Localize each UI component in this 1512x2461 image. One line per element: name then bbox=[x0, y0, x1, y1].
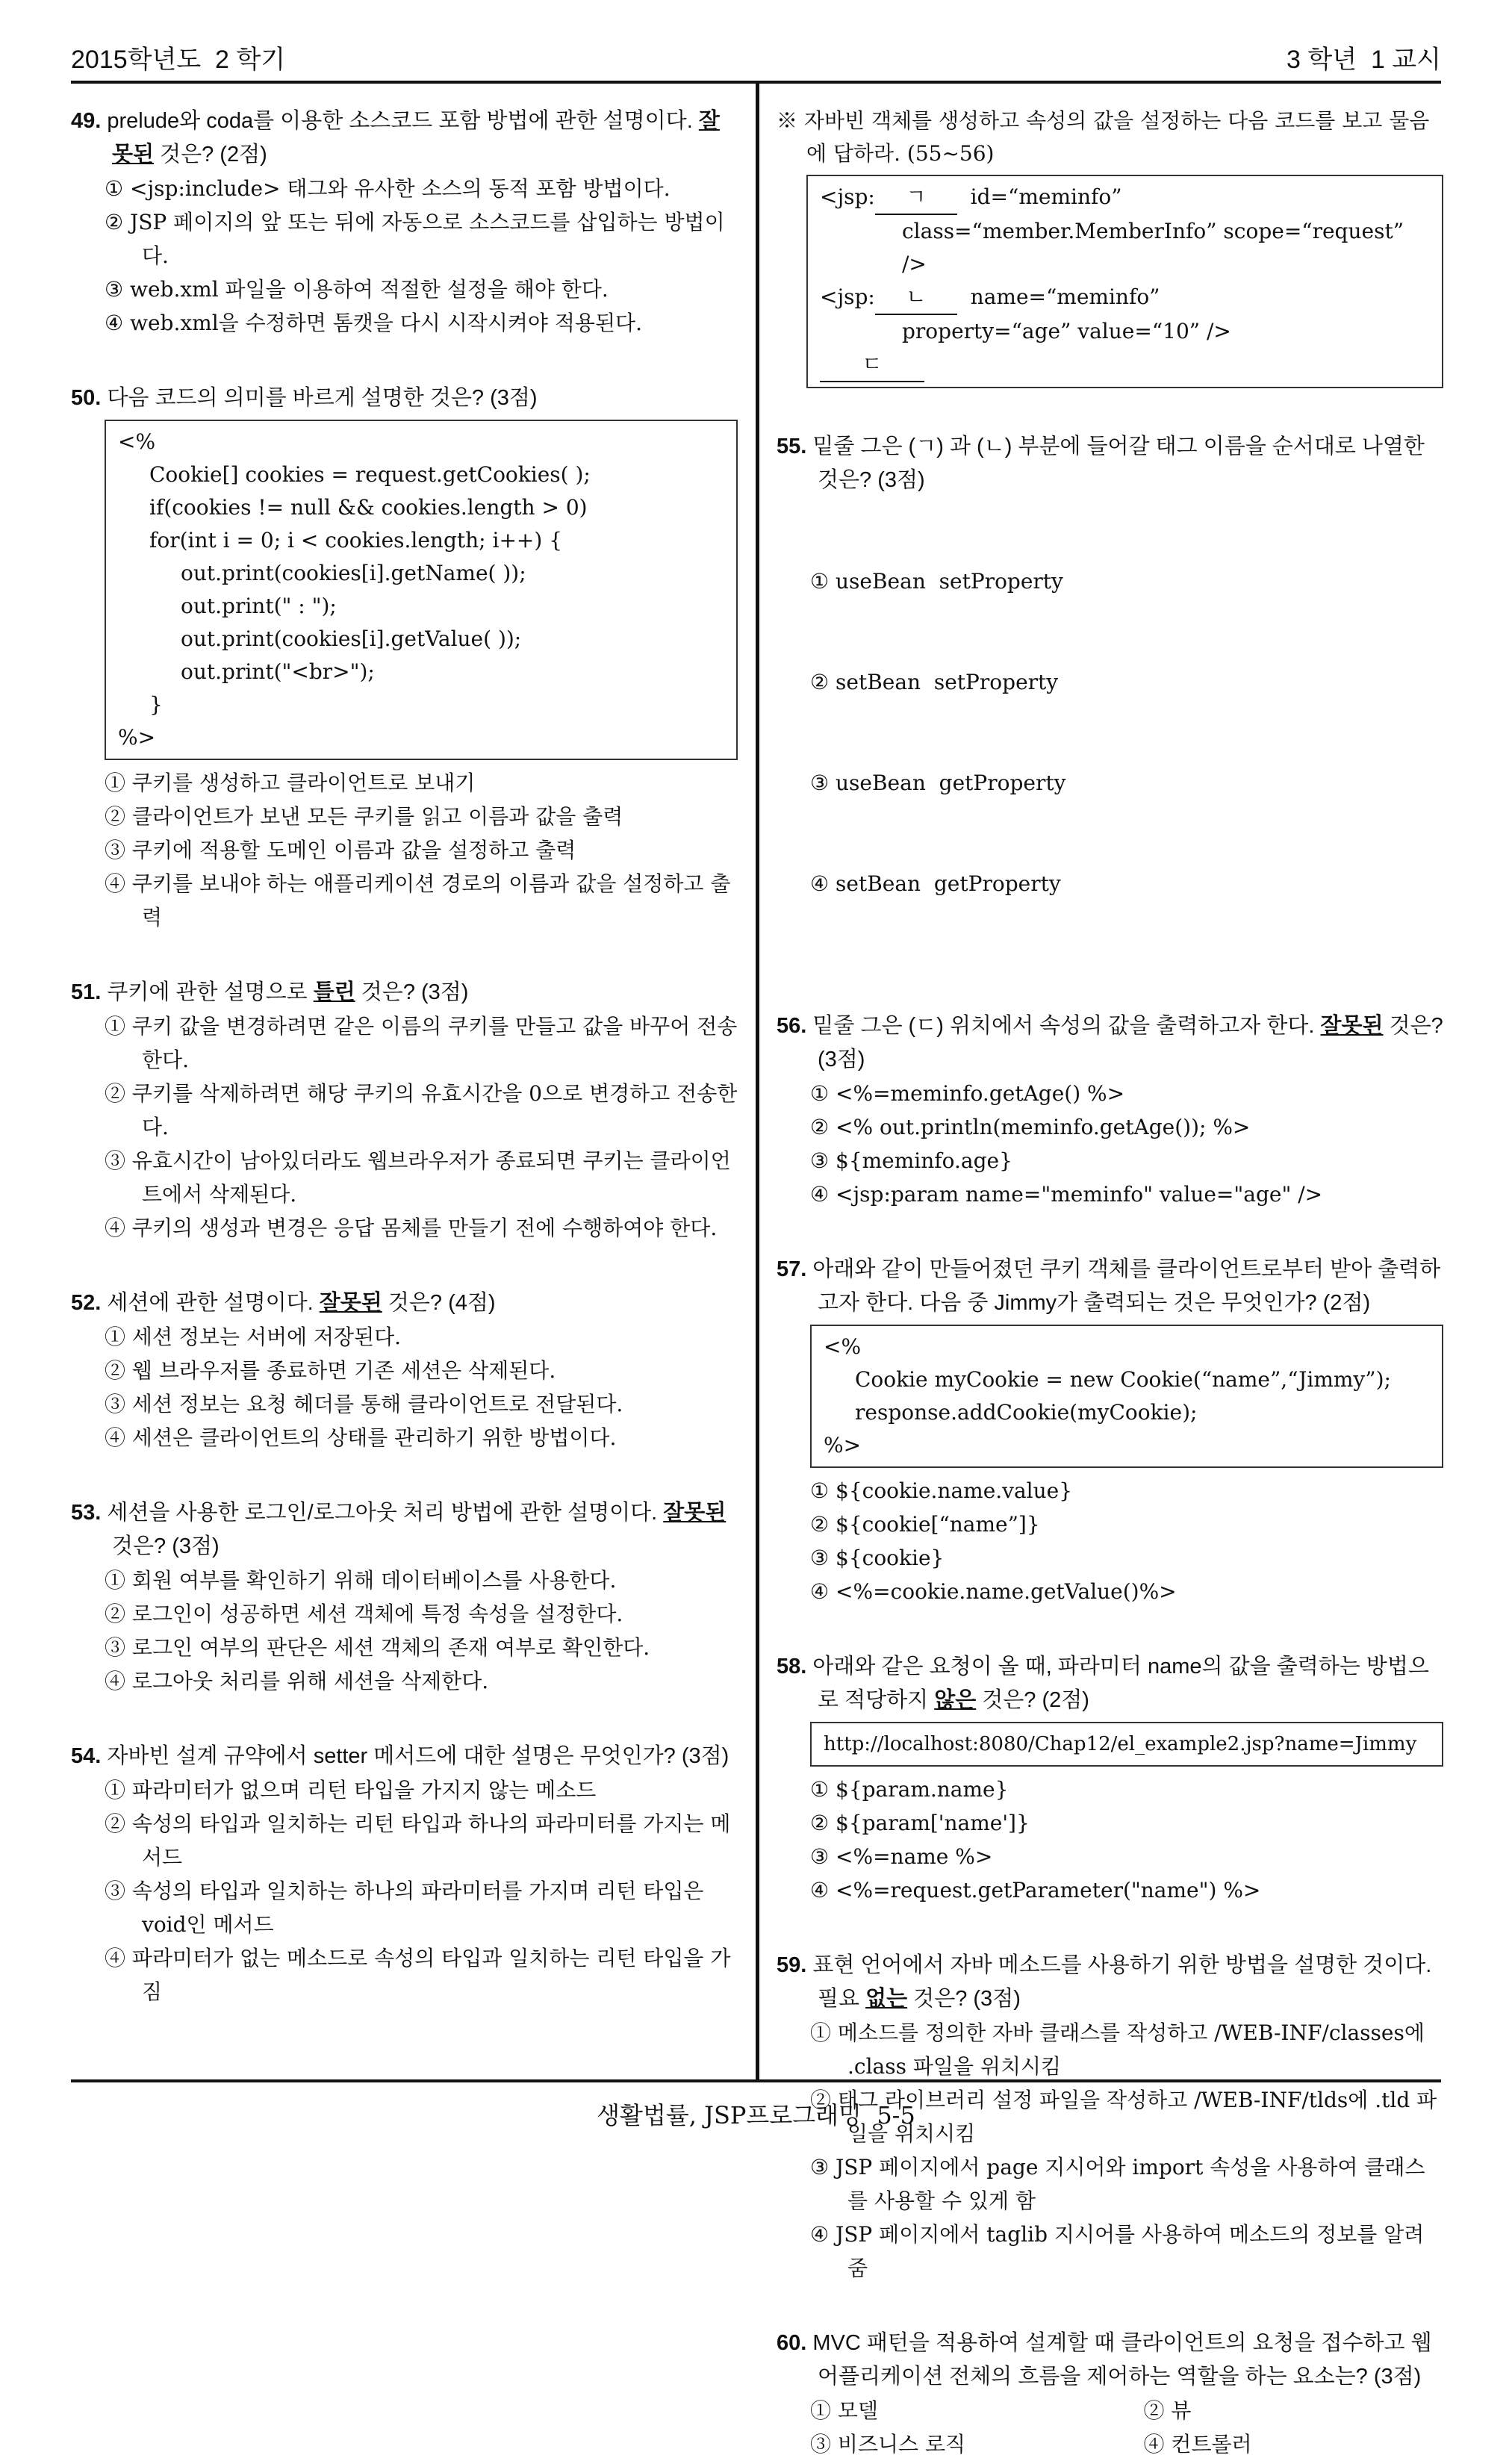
question-stem-end: 것은? (4점) bbox=[382, 1291, 496, 1315]
blank-digeut: ㄷ bbox=[820, 348, 924, 382]
question-stem: 세션을 사용한 로그인/로그아웃 처리 방법에 관한 설명이다. bbox=[107, 1501, 658, 1525]
answer-options bbox=[777, 2016, 1443, 2285]
left-column bbox=[71, 105, 738, 2050]
answer-option: ① 모델 bbox=[810, 2398, 878, 2423]
question-58 bbox=[777, 1650, 1443, 1907]
question-60 bbox=[777, 2327, 1443, 2461]
answer-option: ③ <%=name %> bbox=[810, 1844, 993, 1869]
answer-options bbox=[71, 1009, 738, 1245]
answer-option: ④ JSP 페이지에서 taglib 지시어를 사용하여 메소드의 정보를 알려줌 bbox=[810, 2222, 1425, 2280]
answer-option: ③ JSP 페이지에서 page 지시어와 import 속성을 사용하여 클래스를 사용할 수 있게 함 bbox=[810, 2155, 1425, 2213]
code-text: class=“member.MemberInfo” scope=“request” /> bbox=[902, 219, 1404, 276]
question-stem: 다음 코드의 의미를 바르게 설명한 것은? (3점) bbox=[107, 386, 538, 410]
answer-option: ② ${cookie[“name”]} bbox=[810, 1512, 1040, 1537]
answer-option: ① 메소드를 정의한 자바 클래스를 작성하고 /WEB-INF/classes에 .class 파일을 위치시킴 bbox=[810, 2020, 1425, 2079]
answer-options bbox=[777, 497, 1443, 968]
question-emphasis: 잘못된 bbox=[112, 109, 720, 167]
answer-option: ④ setBean getProperty bbox=[810, 871, 1061, 896]
answer-option: ① 쿠키를 생성하고 클라이언트로 보내기 bbox=[105, 771, 476, 795]
answer-option: ② 속성의 타입과 일치하는 리턴 타입과 하나의 파라미터를 가지는 메서드 bbox=[105, 1811, 731, 1870]
answer-option: ③ 쿠키에 적용할 도메인 이름과 값을 설정하고 출력 bbox=[105, 838, 576, 862]
answer-option: ④ <jsp:param name="meminfo" value="age" /> bbox=[810, 1182, 1323, 1207]
answer-option: ④ <%=request.getParameter("name") %> bbox=[810, 1878, 1261, 1902]
answer-option: ④ 로그아웃 처리를 위해 세션을 삭제한다. bbox=[105, 1669, 489, 1693]
answer-option: ② JSP 페이지의 앞 또는 뒤에 자동으로 소스코드를 삽입하는 방법이다. bbox=[105, 210, 725, 268]
question-52 bbox=[71, 1286, 738, 1454]
answer-options bbox=[71, 1773, 738, 2009]
answer-option: ② 로그인이 성공하면 세션 객체에 특정 속성을 설정한다. bbox=[105, 1602, 623, 1626]
question-emphasis: 잘못된 bbox=[663, 1501, 727, 1525]
code-line: %> bbox=[118, 725, 156, 750]
question-emphasis: 틀린 bbox=[313, 980, 355, 1004]
column-divider bbox=[756, 81, 759, 2079]
code-line: out.print(" : "); bbox=[181, 594, 337, 618]
code-line: <% bbox=[824, 1334, 862, 1359]
question-54 bbox=[71, 1740, 738, 2009]
answer-option: ② 뷰 bbox=[1143, 2398, 1192, 2423]
answer-option: ② 쿠키를 삭제하려면 해당 쿠키의 유효시간을 0으로 변경하고 전송한다. bbox=[105, 1081, 738, 1139]
exam-term: 2015학년도 2 학기 bbox=[71, 46, 286, 74]
answer-option: ② 웹 브라우저를 종료하면 기존 세션은 삭제된다. bbox=[105, 1358, 556, 1383]
answer-options bbox=[777, 1077, 1443, 1211]
question-number: 50. bbox=[71, 386, 102, 410]
answer-option: ① <%=meminfo.getAge() %> bbox=[810, 1081, 1125, 1106]
code-text: <jsp: bbox=[820, 284, 875, 309]
answer-option: ① 회원 여부를 확인하기 위해 데이터베이스를 사용한다. bbox=[105, 1568, 617, 1593]
code-line: for(int i = 0; i < cookies.length; i++) { bbox=[149, 528, 563, 553]
question-stem: MVC 패턴을 적용하여 설계할 때 클라이언트의 요청을 접수하고 웹 어플리케이션 전체의 흐름을 제어하는 역할을 하는 요소는? (3점) bbox=[812, 2331, 1432, 2389]
answer-option: ④ 쿠키의 생성과 변경은 응답 몸체를 만들기 전에 수행하여야 한다. bbox=[105, 1216, 718, 1240]
answer-option: ③ ${meminfo.age} bbox=[810, 1148, 1012, 1173]
code-line: if(cookies != null && cookies.length > 0) bbox=[149, 495, 588, 520]
answer-option: ① ${cookie.name.value} bbox=[810, 1478, 1073, 1503]
answer-option: ④ 파라미터가 없는 메소드로 속성의 타입과 일치하는 리턴 타입을 가짐 bbox=[105, 1946, 731, 2004]
question-number: 53. bbox=[71, 1501, 102, 1525]
request-url: http://localhost:8080/Chap12/el_example2.jsp?name=Jimmy bbox=[810, 1722, 1443, 1767]
answer-options bbox=[71, 1564, 738, 1698]
code-text: id=“meminfo” bbox=[956, 184, 1122, 209]
code-line: } bbox=[149, 692, 163, 717]
answer-options bbox=[71, 1320, 738, 1454]
question-emphasis: 않은 bbox=[934, 1688, 977, 1712]
question-stem: prelude와 coda를 이용한 소스코드 포함 방법에 관한 설명이다. bbox=[107, 109, 693, 133]
page-header bbox=[71, 39, 1441, 76]
answer-option: ④ web.xml을 수정하면 톰캣을 다시 시작시켜야 적용된다. bbox=[105, 311, 642, 335]
question-stem-end: 것은? (3점) bbox=[907, 1987, 1021, 2011]
code-line: out.print("<br>"); bbox=[181, 659, 375, 684]
answer-option: ④ 쿠키를 보내야 하는 애플리케이션 경로의 이름과 값을 설정하고 출력 bbox=[105, 871, 731, 930]
code-text: property=“age” value=“10” /> bbox=[902, 319, 1231, 343]
question-stem-end: 것은? (3점) bbox=[355, 980, 469, 1004]
answer-option: ④ 세션은 클라이언트의 상태를 관리하기 위한 방법이다. bbox=[105, 1425, 617, 1450]
code-line: response.addCookie(myCookie); bbox=[855, 1400, 1198, 1425]
answer-option: ① <jsp:include> 태그와 유사한 소스의 동적 포함 방법이다. bbox=[105, 176, 671, 201]
answer-options bbox=[777, 2394, 1443, 2461]
answer-option: ④ <%=cookie.name.getValue()%> bbox=[810, 1579, 1177, 1604]
answer-option: ① useBean setProperty bbox=[810, 569, 1063, 594]
blank-giyeok: ㄱ bbox=[875, 181, 957, 215]
blank-nieun: ㄴ bbox=[875, 281, 957, 315]
question-number: 56. bbox=[777, 1014, 807, 1038]
question-stem: 표현 언어에서 자바 메소드를 사용하기 위한 방법을 설명한 것이다. 필요 bbox=[812, 1953, 1432, 2011]
code-text: <jsp: bbox=[820, 184, 875, 209]
question-stem: 쿠키에 관한 설명으로 bbox=[107, 980, 314, 1004]
question-stem-end: 것은? (3점) bbox=[112, 1534, 220, 1558]
question-number: 58. bbox=[777, 1655, 807, 1678]
question-number: 51. bbox=[71, 980, 102, 1004]
code-line: Cookie[] cookies = request.getCookies( ); bbox=[149, 462, 591, 487]
code-line: %> bbox=[824, 1433, 862, 1457]
passage-55-56 bbox=[777, 105, 1443, 388]
question-stem-end: 것은? (2점) bbox=[976, 1688, 1089, 1712]
code-line: <% bbox=[118, 429, 156, 454]
question-stem: 밑줄 그은 (ㄱ) 과 (ㄴ) 부분에 들어갈 태그 이름을 순서대로 나열한 것은? (3점) bbox=[812, 435, 1425, 492]
answer-option: ② 태그 라이브러리 설정 파일을 작성하고 /WEB-INF/tlds에 .tld 파일을 위치시킴 bbox=[810, 2088, 1437, 2146]
question-stem-end: 것은? (3점) bbox=[818, 1014, 1443, 1071]
question-stem: 아래와 같은 요청이 올 때, 파라미터 name의 값을 출력하는 방법으로 적당하지 bbox=[812, 1655, 1429, 1712]
passage-intro: ※ 자바빈 객체를 생성하고 속성의 값을 설정하는 다음 코드를 보고 물음에 답하라. (55~56) bbox=[777, 108, 1430, 166]
question-51 bbox=[71, 976, 738, 1245]
question-53 bbox=[71, 1496, 738, 1698]
question-number: 49. bbox=[71, 109, 102, 133]
code-text: name=“meminfo” bbox=[956, 284, 1160, 309]
answer-option: ③ web.xml 파일을 이용하여 적절한 설정을 해야 한다. bbox=[105, 277, 609, 302]
answer-option: ② <% out.println(meminfo.getAge()); %> bbox=[810, 1115, 1251, 1139]
question-stem: 자바빈 설계 규약에서 setter 메서드에 대한 설명은 무엇인가? (3점) bbox=[107, 1744, 729, 1768]
answer-option: ③ 비즈니스 로직 bbox=[810, 2432, 966, 2457]
answer-option: ① 세션 정보는 서버에 저장된다. bbox=[105, 1325, 402, 1349]
answer-option: ② ${param['name']} bbox=[810, 1811, 1030, 1835]
question-number: 55. bbox=[777, 435, 807, 458]
question-50 bbox=[71, 382, 738, 934]
question-emphasis: 잘못된 bbox=[319, 1291, 382, 1315]
question-number: 52. bbox=[71, 1291, 102, 1315]
answer-option: ② 클라이언트가 보낸 모든 쿠키를 읽고 이름과 값을 출력 bbox=[105, 804, 623, 829]
code-line: out.print(cookies[i].getName( )); bbox=[181, 561, 526, 585]
answer-option: ③ 세션 정보는 요청 헤더를 통해 클라이언트로 전달된다. bbox=[105, 1392, 623, 1416]
question-stem: 세션에 관한 설명이다. bbox=[107, 1291, 320, 1315]
question-number: 59. bbox=[777, 1953, 807, 1977]
code-block bbox=[810, 1325, 1443, 1468]
question-49 bbox=[71, 105, 738, 340]
answer-option: ③ 속성의 타입과 일치하는 하나의 파라미터를 가지며 리턴 타입은 void인 메서드 bbox=[105, 1879, 704, 1937]
question-57 bbox=[777, 1253, 1443, 1608]
answer-options bbox=[71, 172, 738, 340]
passage-code bbox=[806, 175, 1443, 388]
page-footer: 생활법률, JSP프로그래밍 5-5 bbox=[597, 2101, 915, 2129]
answer-option: ④ 컨트롤러 bbox=[1143, 2432, 1252, 2457]
question-stem-end: 것은? (2점) bbox=[154, 143, 267, 167]
question-stem: 아래와 같이 만들어졌던 쿠키 객체를 클라이언트로부터 받아 출력하고자 한다. 다음 중 Jimmy가 출력되는 것은 무엇인가? (2점) bbox=[812, 1257, 1441, 1315]
exam-grade-period: 3 학년 1 교시 bbox=[1287, 46, 1441, 74]
answer-option: ③ useBean getProperty bbox=[810, 771, 1066, 795]
question-number: 54. bbox=[71, 1744, 102, 1768]
question-number: 60. bbox=[777, 2331, 807, 2355]
answer-option: ① ${param.name} bbox=[810, 1777, 1009, 1802]
answer-option: ② setBean setProperty bbox=[810, 670, 1059, 694]
answer-options bbox=[71, 766, 738, 934]
answer-options bbox=[777, 1773, 1443, 1907]
question-stem: 밑줄 그은 (ㄷ) 위치에서 속성의 값을 출력하고자 한다. bbox=[812, 1014, 1315, 1038]
answer-option: ③ 유효시간이 남아있더라도 웹브라우저가 종료되면 쿠키는 클라이언트에서 삭제된다. bbox=[105, 1148, 731, 1207]
question-55 bbox=[777, 430, 1443, 968]
code-line: Cookie myCookie = new Cookie(“name”,“Jimmy”); bbox=[855, 1367, 1391, 1392]
answer-option: ① 쿠키 값을 변경하려면 같은 이름의 쿠키를 만들고 값을 바꾸어 전송한다. bbox=[105, 1014, 738, 1072]
question-number: 57. bbox=[777, 1257, 807, 1281]
answer-option: ③ 로그인 여부의 판단은 세션 객체의 존재 여부로 확인한다. bbox=[105, 1635, 650, 1660]
answer-option: ① 파라미터가 없으며 리턴 타입을 가지지 않는 메소드 bbox=[105, 1778, 597, 1802]
answer-options bbox=[777, 1474, 1443, 1608]
question-emphasis: 없는 bbox=[865, 1987, 908, 2011]
question-emphasis: 잘못된 bbox=[1320, 1014, 1384, 1038]
code-block bbox=[105, 420, 738, 760]
code-line: out.print(cookies[i].getValue( )); bbox=[181, 626, 522, 651]
answer-option: ③ ${cookie} bbox=[810, 1546, 945, 1570]
question-56 bbox=[777, 1009, 1443, 1211]
